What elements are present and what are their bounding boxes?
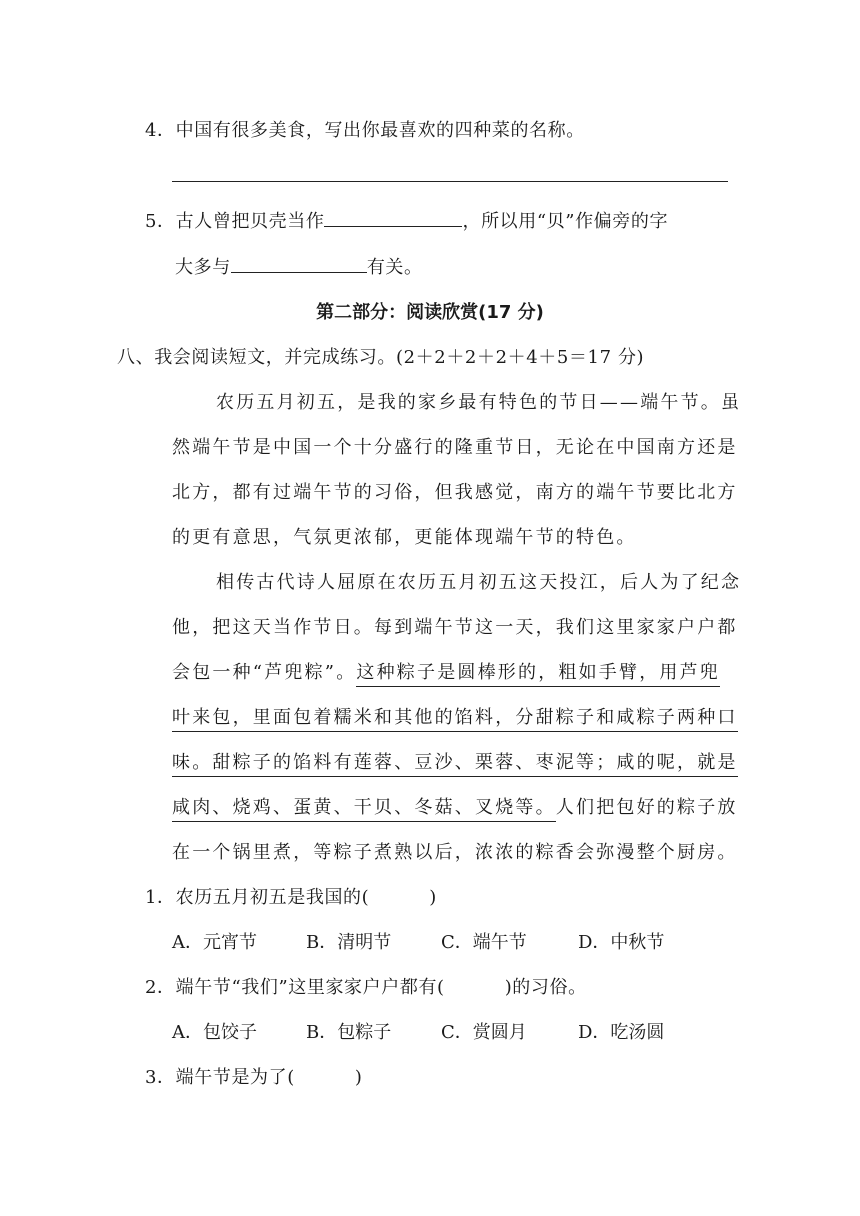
question-number: 2．	[145, 977, 176, 998]
fill-blank-1[interactable]	[324, 206, 462, 227]
passage-line: 然端午节是中国一个十分盛行的隆重节日，无论在中国南方还是	[172, 437, 738, 458]
mc-question-1	[145, 883, 437, 909]
passage-line: 在一个锅里煮，等粽子煮熟以后，浓浓的粽香会弥漫整个厨房。	[172, 842, 738, 863]
option-a: A．元宵节	[172, 932, 257, 953]
underlined-text: 咸肉、烧鸡、蛋黄、干贝、冬菇、叉烧等。	[172, 797, 556, 822]
passage-line	[172, 748, 738, 774]
section-title: 第二部分：阅读欣赏(17 分)	[316, 302, 544, 323]
mc-question-3	[145, 1063, 363, 1089]
option-a: A．包饺子	[172, 1022, 257, 1043]
option-c: C．赏圆月	[441, 1022, 527, 1043]
question-close: )的习俗。	[504, 977, 587, 998]
passage-text: 人们把包好的粽子放	[555, 797, 738, 818]
question-8-prompt: 八、我会阅读短文，并完成练习。(2＋2＋2＋2＋4＋5＝17 分)	[117, 347, 645, 368]
underlined-text: 叶来包，里面包着糯米和其他的馅料，分甜粽子和咸粽子两种口	[172, 707, 738, 732]
option-b: B．包粽子	[306, 1022, 392, 1043]
passage-line	[172, 703, 738, 729]
question-4	[145, 116, 585, 142]
question-5	[145, 206, 668, 233]
passage-line: 相传古代诗人屈原在农历五月初五这天投江，后人为了纪念	[216, 572, 742, 593]
mc-question-2	[145, 973, 587, 999]
question-number: 3．	[145, 1067, 176, 1088]
option-c: C．端午节	[441, 932, 527, 953]
question-text: 端午节是为了(	[175, 1067, 295, 1088]
question-5-line2	[175, 252, 423, 279]
passage-line: 北方，都有过端午节的习俗，但我感觉，南方的端午节要比北方	[172, 482, 738, 503]
passage-text: 会包一种“芦兜粽”。	[172, 662, 357, 683]
fill-blank-2[interactable]	[231, 252, 367, 273]
question-number: 4．	[145, 120, 176, 141]
passage-line	[172, 658, 720, 684]
underlined-text: 味。甜粽子的馅料有莲蓉、豆沙、栗蓉、枣泥等；咸的呢，就是	[172, 752, 738, 777]
question-close: )	[354, 1067, 363, 1088]
option-b: B．清明节	[306, 932, 392, 953]
passage-line: 农历五月初五，是我的家乡最有特色的节日——端午节。虽	[216, 392, 742, 413]
option-d: D．中秋节	[578, 932, 665, 953]
question-text: 农历五月初五是我国的(	[175, 887, 370, 908]
question-text: 端午节“我们”这里家家户户都有(	[175, 977, 445, 998]
question-text: 中国有很多美食，写出你最喜欢的四种菜的名称。	[175, 120, 585, 141]
passage-line: 的更有意思，气氛更浓郁，更能体现端午节的特色。	[172, 527, 637, 548]
option-d: D．吃汤圆	[578, 1022, 665, 1043]
underlined-text: 这种粽子是圆棒形的，粗如手臂，用芦兜	[356, 662, 720, 687]
question-close: )	[429, 887, 437, 908]
question-text-part1: 古人曾把贝壳当作	[175, 211, 325, 232]
question-number: 1．	[145, 887, 176, 908]
passage-line	[172, 793, 738, 819]
question-text-part2: ，所以用“贝”作偏旁的字	[462, 211, 669, 232]
question-number: 5．	[145, 211, 176, 232]
answer-line[interactable]	[172, 181, 728, 182]
question-text-part3: 大多与	[175, 257, 231, 278]
passage-line: 他，把这天当作节日。每到端午节这一天，我们这里家家户户都	[172, 617, 738, 638]
question-text-part4: 有关。	[366, 257, 423, 278]
